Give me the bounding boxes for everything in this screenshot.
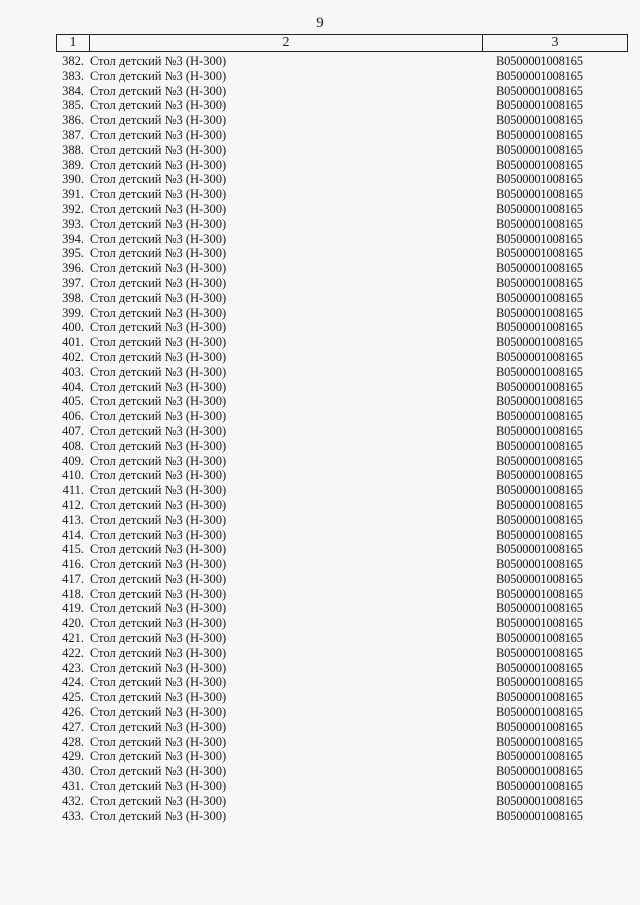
item-name: Стол детский №3 (Н-300) xyxy=(90,216,227,231)
inventory-code: В0500001008165 xyxy=(496,586,583,601)
row-number: 392. xyxy=(62,201,84,216)
item-name: Стол детский №3 (Н-300) xyxy=(90,364,227,379)
column-header-3: 3 xyxy=(483,35,628,51)
row-number: 422. xyxy=(62,645,84,660)
inventory-code: В0500001008165 xyxy=(496,394,583,409)
item-name: Стол детский №3 (Н-300) xyxy=(90,113,227,128)
table-row xyxy=(56,587,628,602)
inventory-code: В0500001008165 xyxy=(496,216,583,231)
table-row xyxy=(56,572,628,587)
row-number: 431. xyxy=(62,779,84,794)
row-number: 426. xyxy=(62,705,84,720)
row-number: 433. xyxy=(62,808,84,823)
item-name: Стол детский №3 (Н-300) xyxy=(90,201,227,216)
table-row xyxy=(56,158,628,173)
table-row xyxy=(56,320,628,335)
table-row xyxy=(56,261,628,276)
row-number: 386. xyxy=(62,113,84,128)
row-number: 406. xyxy=(62,409,84,424)
item-name: Стол детский №3 (Н-300) xyxy=(90,320,227,335)
table-row xyxy=(56,764,628,779)
table-row xyxy=(56,661,628,676)
table-row xyxy=(56,749,628,764)
item-name: Стол детский №3 (Н-300) xyxy=(90,793,227,808)
item-name: Стол детский №3 (Н-300) xyxy=(90,468,227,483)
row-number: 425. xyxy=(62,690,84,705)
row-number: 407. xyxy=(62,423,84,438)
table-row xyxy=(56,439,628,454)
item-name: Стол детский №3 (Н-300) xyxy=(90,571,227,586)
table-row xyxy=(56,794,628,809)
item-name: Стол детский №3 (Н-300) xyxy=(90,764,227,779)
inventory-code: В0500001008165 xyxy=(496,749,583,764)
inventory-code: В0500001008165 xyxy=(496,557,583,572)
table-row xyxy=(56,424,628,439)
item-name: Стол детский №3 (Н-300) xyxy=(90,172,227,187)
row-number: 420. xyxy=(62,616,84,631)
item-name: Стол детский №3 (Н-300) xyxy=(90,379,227,394)
row-number: 429. xyxy=(62,749,84,764)
row-number: 405. xyxy=(62,394,84,409)
row-number: 398. xyxy=(62,290,84,305)
item-name: Стол детский №3 (Н-300) xyxy=(90,127,227,142)
table-row xyxy=(56,365,628,380)
item-name: Стол детский №3 (Н-300) xyxy=(90,601,227,616)
table-row xyxy=(56,809,628,824)
inventory-code: В0500001008165 xyxy=(496,98,583,113)
item-name: Стол детский №3 (Н-300) xyxy=(90,542,227,557)
item-name: Стол детский №3 (Н-300) xyxy=(90,779,227,794)
item-name: Стол детский №3 (Н-300) xyxy=(90,409,227,424)
inventory-code: В0500001008165 xyxy=(496,83,583,98)
item-name: Стол детский №3 (Н-300) xyxy=(90,705,227,720)
row-number: 385. xyxy=(62,98,84,113)
inventory-code: В0500001008165 xyxy=(496,468,583,483)
row-number: 427. xyxy=(62,719,84,734)
row-number: 396. xyxy=(62,261,84,276)
item-name: Стол детский №3 (Н-300) xyxy=(90,690,227,705)
row-number: 424. xyxy=(62,675,84,690)
row-number: 397. xyxy=(62,275,84,290)
inventory-code: В0500001008165 xyxy=(496,68,583,83)
table-row xyxy=(56,217,628,232)
table-row xyxy=(56,409,628,424)
item-name: Стол детский №3 (Н-300) xyxy=(90,290,227,305)
inventory-code: В0500001008165 xyxy=(496,527,583,542)
table-row xyxy=(56,528,628,543)
item-name: Стол детский №3 (Н-300) xyxy=(90,231,227,246)
row-number: 416. xyxy=(62,557,84,572)
row-number: 390. xyxy=(62,172,84,187)
row-number: 423. xyxy=(62,660,84,675)
item-name: Стол детский №3 (Н-300) xyxy=(90,98,227,113)
row-number: 414. xyxy=(62,527,84,542)
table-row xyxy=(56,84,628,99)
inventory-code: В0500001008165 xyxy=(496,438,583,453)
table-row xyxy=(56,276,628,291)
table-row xyxy=(56,172,628,187)
row-number: 400. xyxy=(62,320,84,335)
row-number: 403. xyxy=(62,364,84,379)
item-name: Стол детский №3 (Н-300) xyxy=(90,261,227,276)
inventory-code: В0500001008165 xyxy=(496,631,583,646)
table-row xyxy=(56,720,628,735)
item-name: Стол детский №3 (Н-300) xyxy=(90,246,227,261)
row-number: 402. xyxy=(62,349,84,364)
row-number: 430. xyxy=(62,764,84,779)
inventory-code: В0500001008165 xyxy=(496,187,583,202)
row-number: 399. xyxy=(62,305,84,320)
inventory-code: В0500001008165 xyxy=(496,690,583,705)
row-number: 384. xyxy=(62,83,84,98)
inventory-code: В0500001008165 xyxy=(496,453,583,468)
inventory-code: В0500001008165 xyxy=(496,705,583,720)
item-name: Стол детский №3 (Н-300) xyxy=(90,68,227,83)
table-row xyxy=(56,601,628,616)
inventory-table xyxy=(56,34,628,823)
item-name: Стол детский №3 (Н-300) xyxy=(90,675,227,690)
item-name: Стол детский №3 (Н-300) xyxy=(90,586,227,601)
inventory-code: В0500001008165 xyxy=(496,127,583,142)
item-name: Стол детский №3 (Н-300) xyxy=(90,749,227,764)
row-number: 393. xyxy=(62,216,84,231)
table-body xyxy=(56,54,628,823)
table-row xyxy=(56,69,628,84)
item-name: Стол детский №3 (Н-300) xyxy=(90,512,227,527)
inventory-code: В0500001008165 xyxy=(496,172,583,187)
inventory-code: В0500001008165 xyxy=(496,113,583,128)
table-row xyxy=(56,616,628,631)
table-row xyxy=(56,705,628,720)
table-row xyxy=(56,468,628,483)
table-row xyxy=(56,98,628,113)
row-number: 413. xyxy=(62,512,84,527)
inventory-code: В0500001008165 xyxy=(496,571,583,586)
row-number: 428. xyxy=(62,734,84,749)
inventory-code: В0500001008165 xyxy=(496,497,583,512)
inventory-code: В0500001008165 xyxy=(496,734,583,749)
row-number: 410. xyxy=(62,468,84,483)
inventory-code: В0500001008165 xyxy=(496,660,583,675)
table-row xyxy=(56,113,628,128)
table-row xyxy=(56,187,628,202)
row-number: 394. xyxy=(62,231,84,246)
inventory-code: В0500001008165 xyxy=(496,483,583,498)
row-number: 419. xyxy=(62,601,84,616)
table-row xyxy=(56,483,628,498)
inventory-code: В0500001008165 xyxy=(496,764,583,779)
row-number: 421. xyxy=(62,631,84,646)
inventory-code: В0500001008165 xyxy=(496,246,583,261)
item-name: Стол детский №3 (Н-300) xyxy=(90,808,227,823)
table-row xyxy=(56,557,628,572)
item-name: Стол детский №3 (Н-300) xyxy=(90,616,227,631)
item-name: Стол детский №3 (Н-300) xyxy=(90,349,227,364)
row-number: 408. xyxy=(62,438,84,453)
row-number: 387. xyxy=(62,127,84,142)
item-name: Стол детский №3 (Н-300) xyxy=(90,54,227,68)
table-row xyxy=(56,246,628,261)
inventory-code: В0500001008165 xyxy=(496,201,583,216)
inventory-code: В0500001008165 xyxy=(496,364,583,379)
table-row xyxy=(56,54,628,69)
item-name: Стол детский №3 (Н-300) xyxy=(90,557,227,572)
row-number: 409. xyxy=(62,453,84,468)
table-row xyxy=(56,631,628,646)
row-number: 401. xyxy=(62,335,84,350)
inventory-code: В0500001008165 xyxy=(496,512,583,527)
item-name: Стол детский №3 (Н-300) xyxy=(90,305,227,320)
row-number: 432. xyxy=(62,793,84,808)
table-row xyxy=(56,779,628,794)
item-name: Стол детский №3 (Н-300) xyxy=(90,157,227,172)
row-number: 418. xyxy=(62,586,84,601)
inventory-code: В0500001008165 xyxy=(496,601,583,616)
item-name: Стол детский №3 (Н-300) xyxy=(90,734,227,749)
row-number: 395. xyxy=(62,246,84,261)
item-name: Стол детский №3 (Н-300) xyxy=(90,275,227,290)
table-row xyxy=(56,513,628,528)
item-name: Стол детский №3 (Н-300) xyxy=(90,645,227,660)
item-name: Стол детский №3 (Н-300) xyxy=(90,660,227,675)
row-number: 391. xyxy=(62,187,84,202)
item-name: Стол детский №3 (Н-300) xyxy=(90,83,227,98)
row-number: 415. xyxy=(62,542,84,557)
table-row xyxy=(56,232,628,247)
item-name: Стол детский №3 (Н-300) xyxy=(90,631,227,646)
page-number: 9 xyxy=(316,15,324,31)
inventory-code: В0500001008165 xyxy=(496,719,583,734)
item-name: Стол детский №3 (Н-300) xyxy=(90,483,227,498)
table-row xyxy=(56,542,628,557)
item-name: Стол детский №3 (Н-300) xyxy=(90,453,227,468)
column-header-2: 2 xyxy=(90,35,483,51)
table-row xyxy=(56,690,628,705)
item-name: Стол детский №3 (Н-300) xyxy=(90,719,227,734)
item-name: Стол детский №3 (Н-300) xyxy=(90,423,227,438)
item-name: Стол детский №3 (Н-300) xyxy=(90,527,227,542)
inventory-code: В0500001008165 xyxy=(496,157,583,172)
table-row xyxy=(56,675,628,690)
inventory-code: В0500001008165 xyxy=(496,808,583,823)
table-row xyxy=(56,202,628,217)
table-row xyxy=(56,646,628,661)
inventory-code: В0500001008165 xyxy=(496,675,583,690)
inventory-code: В0500001008165 xyxy=(496,305,583,320)
inventory-code: В0500001008165 xyxy=(496,335,583,350)
row-number: 388. xyxy=(62,142,84,157)
inventory-code: В0500001008165 xyxy=(496,423,583,438)
item-name: Стол детский №3 (Н-300) xyxy=(90,438,227,453)
inventory-code: В0500001008165 xyxy=(496,645,583,660)
row-number: 412. xyxy=(62,497,84,512)
inventory-code: В0500001008165 xyxy=(496,542,583,557)
table-row xyxy=(56,350,628,365)
item-name: Стол детский №3 (Н-300) xyxy=(90,335,227,350)
table-row xyxy=(56,143,628,158)
item-name: Стол детский №3 (Н-300) xyxy=(90,394,227,409)
inventory-code: В0500001008165 xyxy=(496,349,583,364)
table-row xyxy=(56,335,628,350)
column-header-1: 1 xyxy=(56,35,90,51)
item-name: Стол детский №3 (Н-300) xyxy=(90,187,227,202)
table-row xyxy=(56,454,628,469)
table-row xyxy=(56,291,628,306)
row-number: 411. xyxy=(62,483,84,498)
row-number: 404. xyxy=(62,379,84,394)
inventory-code: В0500001008165 xyxy=(496,142,583,157)
inventory-code: В0500001008165 xyxy=(496,275,583,290)
inventory-code: В0500001008165 xyxy=(496,261,583,276)
table-row xyxy=(56,128,628,143)
table-row xyxy=(56,394,628,409)
item-name: Стол детский №3 (Н-300) xyxy=(90,142,227,157)
item-name: Стол детский №3 (Н-300) xyxy=(90,497,227,512)
row-number: 389. xyxy=(62,157,84,172)
table-row xyxy=(56,306,628,321)
inventory-code: В0500001008165 xyxy=(496,779,583,794)
row-number: 383. xyxy=(62,68,84,83)
inventory-code: В0500001008165 xyxy=(496,54,583,68)
inventory-code: В0500001008165 xyxy=(496,231,583,246)
inventory-code: В0500001008165 xyxy=(496,290,583,305)
inventory-code: В0500001008165 xyxy=(496,793,583,808)
inventory-code: В0500001008165 xyxy=(496,379,583,394)
inventory-code: В0500001008165 xyxy=(496,616,583,631)
row-number: 382. xyxy=(62,54,84,68)
table-row xyxy=(56,380,628,395)
table-row xyxy=(56,498,628,513)
inventory-code: В0500001008165 xyxy=(496,320,583,335)
table-header-row xyxy=(56,34,628,52)
table-row xyxy=(56,735,628,750)
row-number: 417. xyxy=(62,571,84,586)
inventory-code: В0500001008165 xyxy=(496,409,583,424)
